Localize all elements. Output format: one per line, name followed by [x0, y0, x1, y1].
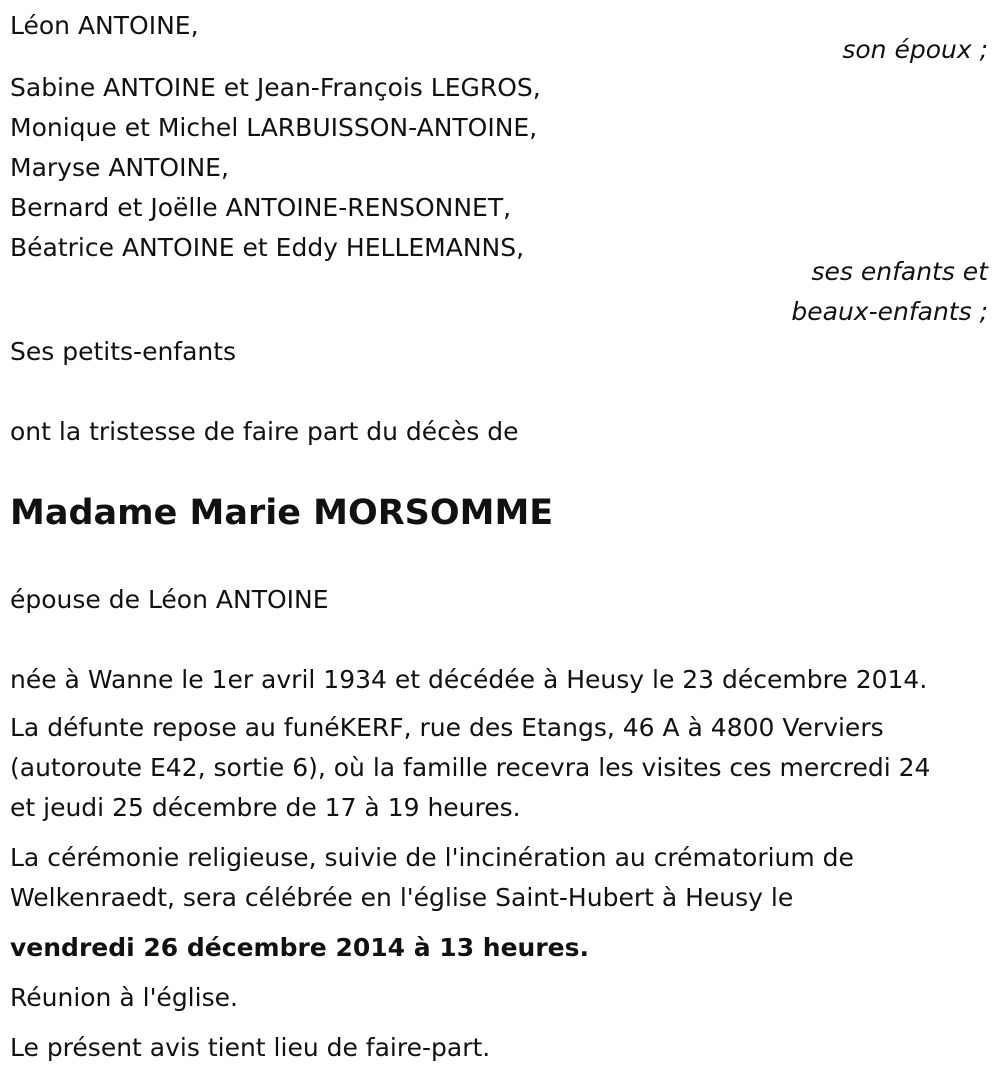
- repose-line: et jeudi 25 décembre de 17 à 19 heures.: [10, 793, 521, 822]
- ceremony-line: La cérémonie religieuse, suivie de l'incinération au crématorium de: [10, 843, 854, 872]
- grandchildren: Ses petits-enfants: [10, 337, 237, 366]
- meeting-note: Réunion à l'église.: [10, 983, 238, 1012]
- children-role-line1: ses enfants et: [811, 257, 988, 286]
- announcement: ont la tristesse de faire part du décès de: [10, 417, 519, 446]
- child-line: Monique et Michel LARBUISSON-ANTOINE,: [10, 113, 538, 142]
- spouse-name: Léon ANTOINE,: [10, 11, 199, 40]
- birth-death: née à Wanne le 1er avril 1934 et décédée à Heusy le 23 décembre 2014.: [10, 665, 928, 694]
- ceremony-date: vendredi 26 décembre 2014 à 13 heures.: [10, 933, 590, 962]
- notice-note: Le présent avis tient lieu de faire-part.: [10, 1033, 491, 1062]
- child-line: Sabine ANTOINE et Jean-François LEGROS,: [10, 73, 541, 102]
- child-line: Maryse ANTOINE,: [10, 153, 229, 182]
- child-line: Bernard et Joëlle ANTOINE-RENSONNET,: [10, 193, 512, 222]
- spouse-role: son époux ;: [842, 35, 988, 64]
- ceremony-line: Welkenraedt, sera célébrée en l'église Saint-Hubert à Heusy le: [10, 883, 794, 912]
- children-role-line2: beaux-enfants ;: [791, 297, 988, 326]
- repose-line: (autoroute E42, sortie 6), où la famille recevra les visites ces mercredi 24: [10, 753, 931, 782]
- repose-line: La défunte repose au funéKERF, rue des Etangs, 46 A à 4800 Verviers: [10, 713, 884, 742]
- child-line: Béatrice ANTOINE et Eddy HELLEMANNS,: [10, 233, 525, 262]
- spouse-of: épouse de Léon ANTOINE: [10, 585, 329, 614]
- deceased-name: Madame Marie MORSOMME: [10, 493, 554, 533]
